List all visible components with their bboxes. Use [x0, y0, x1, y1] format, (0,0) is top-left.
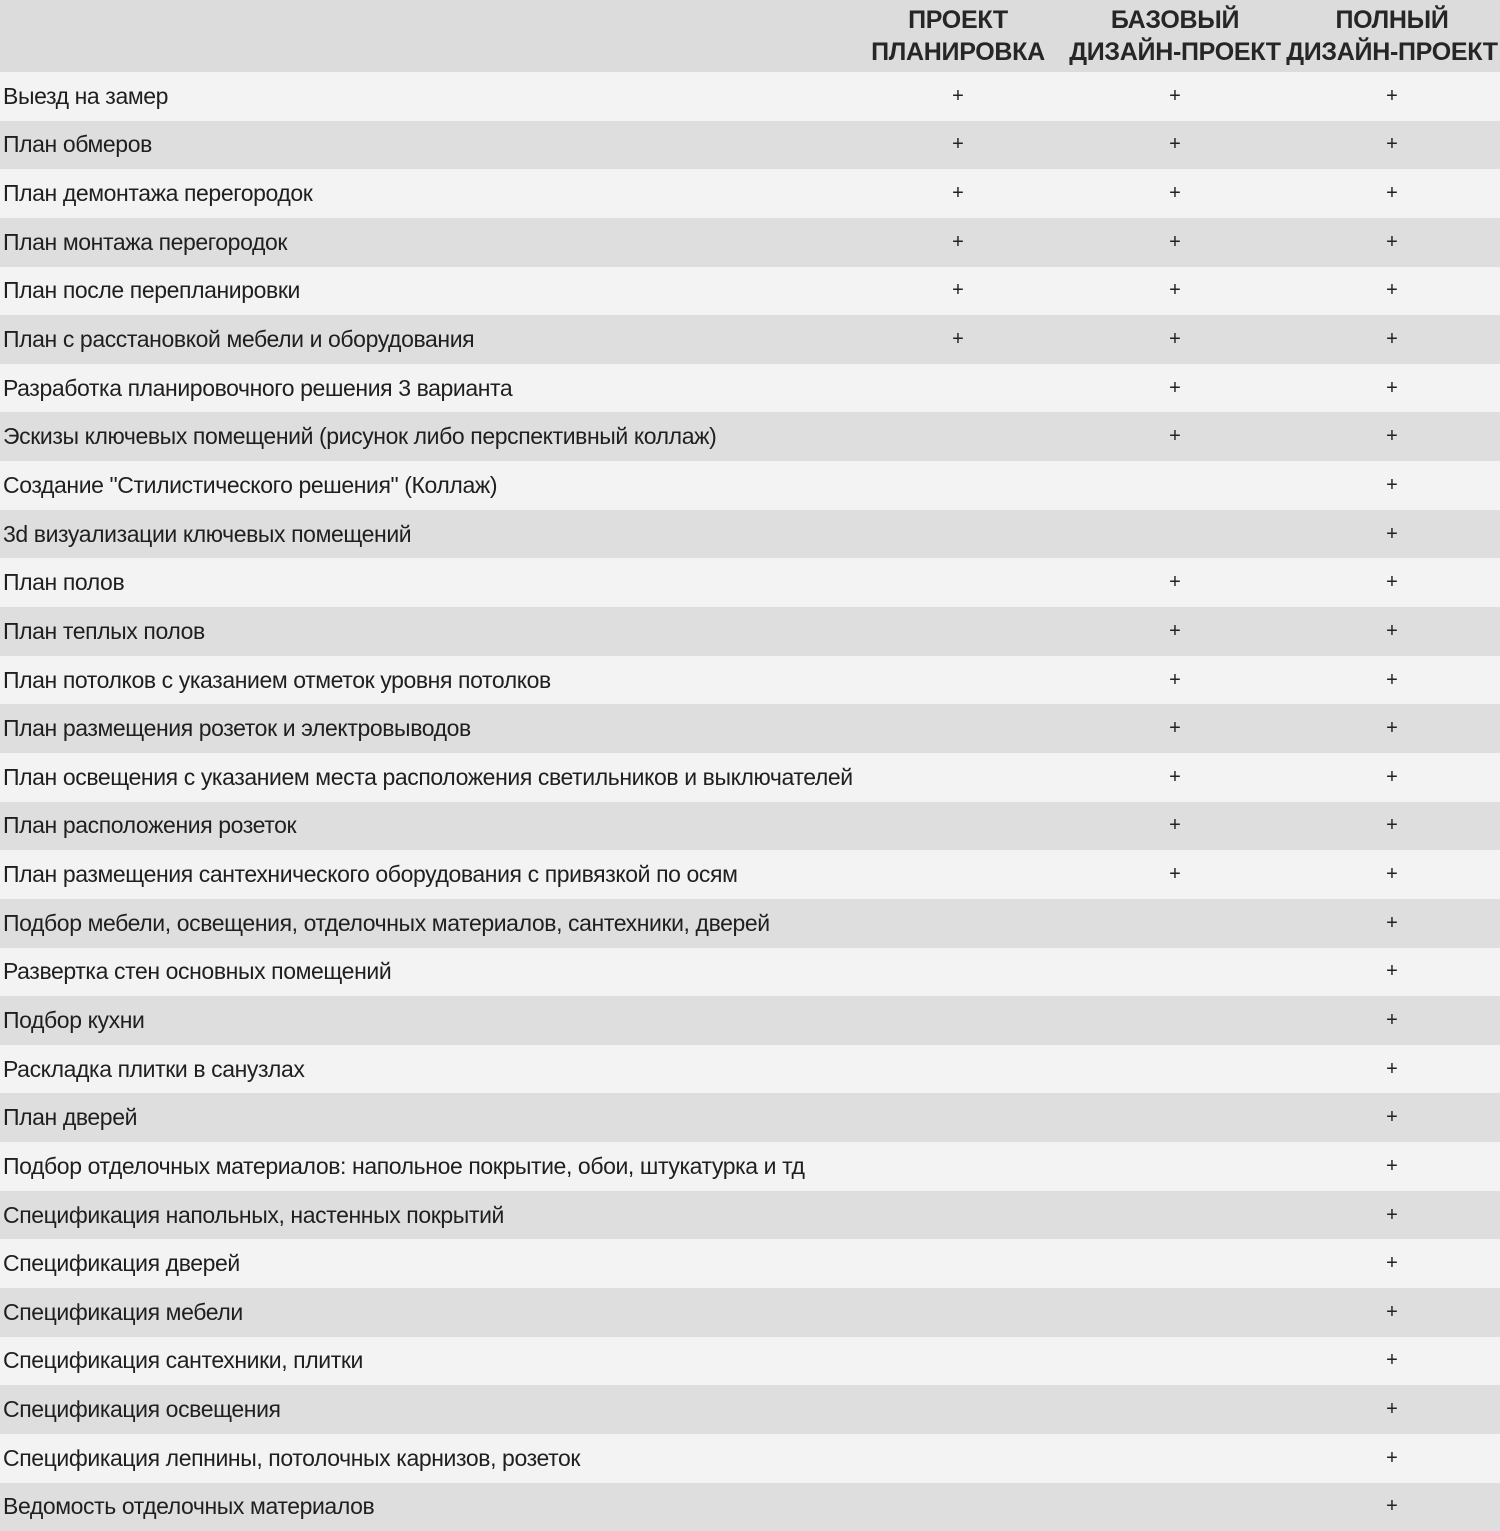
table-row: [0, 607, 1500, 656]
table-row: [0, 1337, 1500, 1386]
table-row: [0, 948, 1500, 997]
row-label: План после перепланировки: [3, 277, 300, 304]
included-mark: +: [1169, 84, 1181, 107]
row-label: Спецификация мебели: [3, 1298, 243, 1325]
included-mark: +: [952, 328, 964, 351]
row-label: Подбор мебели, освещения, отделочных материалов, сантехники, дверей: [3, 909, 770, 936]
column-header-basic: БАЗОВЫЙ ДИЗАЙН-ПРОЕКТ: [1069, 6, 1281, 66]
included-mark: +: [1386, 1300, 1398, 1323]
row-label: Спецификация лепнины, потолочных карнизов, розеток: [3, 1444, 581, 1471]
included-mark: +: [1386, 425, 1398, 448]
table-row: [0, 510, 1500, 559]
included-mark: +: [952, 84, 964, 107]
included-mark: +: [1386, 1154, 1398, 1177]
row-label: План обмеров: [3, 131, 152, 158]
table-row: [0, 1093, 1500, 1142]
included-mark: +: [1169, 717, 1181, 740]
row-label: Развертка стен основных помещений: [3, 958, 392, 985]
included-mark: +: [1169, 863, 1181, 886]
table-row: [0, 461, 1500, 510]
included-mark: +: [1169, 571, 1181, 594]
included-mark: +: [952, 133, 964, 156]
included-mark: +: [1386, 1008, 1398, 1031]
table-row: [0, 1434, 1500, 1483]
included-mark: +: [1386, 619, 1398, 642]
included-mark: +: [1169, 668, 1181, 691]
row-label: План расположения розеток: [3, 812, 297, 839]
row-label: Разработка планировочного решения 3 варианта: [3, 374, 513, 401]
table-row: [0, 1142, 1500, 1191]
table-row: [0, 315, 1500, 364]
included-mark: +: [1386, 1203, 1398, 1226]
row-label: 3d визуализации ключевых помещений: [3, 520, 412, 547]
included-mark: +: [1386, 814, 1398, 837]
row-label: Раскладка плитки в санузлах: [3, 1055, 305, 1082]
table-row: [0, 850, 1500, 899]
table-row: [0, 218, 1500, 267]
row-label: План теплых полов: [3, 617, 205, 644]
row-label: План полов: [3, 569, 125, 596]
table-row: [0, 1045, 1500, 1094]
table-row: [0, 169, 1500, 218]
row-label: План освещения с указанием места расположения светильников и выключателей: [3, 763, 853, 790]
included-mark: +: [1386, 376, 1398, 399]
column-header-full: ПОЛНЫЙ ДИЗАЙН-ПРОЕКТ: [1286, 6, 1498, 66]
included-mark: +: [1386, 1398, 1398, 1421]
row-label: Создание "Стилистического решения" (Коллаж): [3, 471, 498, 498]
row-label: План с расстановкой мебели и оборудования: [3, 326, 475, 353]
included-mark: +: [1169, 328, 1181, 351]
row-label: План демонтажа перегородок: [3, 180, 313, 207]
table-row: [0, 753, 1500, 802]
table-body: [0, 72, 1500, 1531]
row-label: Выезд на замер: [3, 82, 169, 109]
included-mark: +: [1386, 911, 1398, 934]
row-label: План монтажа перегородок: [3, 228, 288, 255]
row-label: План потолков с указанием отметок уровня потолков: [3, 666, 551, 693]
included-mark: +: [1386, 1349, 1398, 1372]
table-row: [0, 1191, 1500, 1240]
table-row: [0, 1483, 1500, 1531]
included-mark: +: [1169, 182, 1181, 205]
included-mark: +: [1169, 814, 1181, 837]
included-mark: +: [1386, 668, 1398, 691]
row-label: План размещения розеток и электровыводов: [3, 715, 471, 742]
row-label: План размещения сантехнического оборудования с привязкой по осям: [3, 861, 738, 888]
included-mark: +: [1169, 765, 1181, 788]
included-mark: +: [1386, 765, 1398, 788]
included-mark: +: [952, 279, 964, 302]
table-row: [0, 412, 1500, 461]
row-label: Спецификация напольных, настенных покрытий: [3, 1201, 504, 1228]
included-mark: +: [1386, 717, 1398, 740]
table-row: [0, 1288, 1500, 1337]
included-mark: +: [1386, 960, 1398, 983]
row-label: Спецификация освещения: [3, 1396, 281, 1423]
included-mark: +: [952, 230, 964, 253]
included-mark: +: [1386, 473, 1398, 496]
table-row: [0, 72, 1500, 121]
included-mark: +: [1386, 1057, 1398, 1080]
table-row: [0, 558, 1500, 607]
included-mark: +: [1386, 230, 1398, 253]
table-row: [0, 656, 1500, 705]
included-mark: +: [1386, 1495, 1398, 1518]
included-mark: +: [1386, 279, 1398, 302]
table-header: [0, 0, 1500, 72]
included-mark: +: [1386, 328, 1398, 351]
row-label: Спецификация дверей: [3, 1250, 240, 1277]
included-mark: +: [1386, 1446, 1398, 1469]
row-label: Ведомость отделочных материалов: [3, 1493, 375, 1520]
included-mark: +: [1169, 619, 1181, 642]
table-row: [0, 364, 1500, 413]
row-label: Эскизы ключевых помещений (рисунок либо перспективный коллаж): [3, 423, 717, 450]
included-mark: +: [1169, 279, 1181, 302]
included-mark: +: [1386, 571, 1398, 594]
included-mark: +: [1169, 133, 1181, 156]
included-mark: +: [1386, 182, 1398, 205]
row-label: Подбор отделочных материалов: напольное покрытие, обои, штукатурка и тд: [3, 1152, 805, 1179]
column-header-planning: ПРОЕКТ ПЛАНИРОВКА: [871, 6, 1045, 66]
included-mark: +: [1386, 84, 1398, 107]
table-row: [0, 1239, 1500, 1288]
included-mark: +: [952, 182, 964, 205]
table-row: [0, 704, 1500, 753]
row-label: План дверей: [3, 1104, 138, 1131]
included-mark: +: [1169, 376, 1181, 399]
included-mark: +: [1386, 522, 1398, 545]
included-mark: +: [1386, 863, 1398, 886]
table-row: [0, 899, 1500, 948]
row-label: Спецификация сантехники, плитки: [3, 1347, 363, 1374]
included-mark: +: [1169, 230, 1181, 253]
included-mark: +: [1169, 425, 1181, 448]
included-mark: +: [1386, 133, 1398, 156]
table-row: [0, 1385, 1500, 1434]
table-row: [0, 996, 1500, 1045]
table-row: [0, 802, 1500, 851]
table-row: [0, 121, 1500, 170]
included-mark: +: [1386, 1252, 1398, 1275]
row-label: Подбор кухни: [3, 1006, 145, 1033]
included-mark: +: [1386, 1106, 1398, 1129]
table-row: [0, 267, 1500, 316]
